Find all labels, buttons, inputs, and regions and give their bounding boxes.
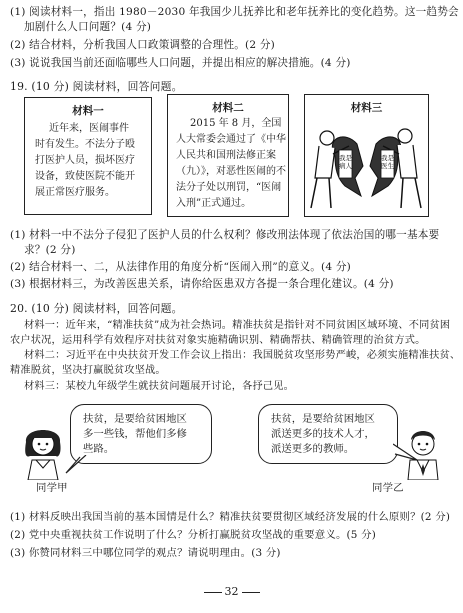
speech-bubble-student-b: [258, 404, 398, 464]
q19-material1-line: 打医护人员，损坏医疗: [35, 155, 135, 166]
bubble-a-line: 多一些钱，帮他们多修: [83, 428, 187, 440]
q19-heading: 19. (10 分) 阅读材料，回答问题。: [10, 80, 183, 93]
q20-heading: 20. (10 分) 阅读材料，回答问题。: [10, 302, 183, 315]
q19-material1-title: 材料一: [72, 105, 104, 117]
q18-part1-line1: (1) 阅读材料一，指出 1980－2030 年我国少儿抚养比和老年抚养比的变化趋势。这一趋势会: [10, 6, 459, 18]
q19-material1-box: [24, 97, 152, 215]
q20-material3-line: 材料三：某校九年级学生就扶贫问题展开讨论，各抒己见。: [24, 381, 295, 392]
bubble-a-line: 扶贫，是要给贫困地区: [83, 413, 187, 425]
q20-part1: (1) 材料反映出我国当前的基本国情是什么？精准扶贫要贯彻区域经济发展的什么原则？(2 分): [10, 511, 451, 523]
q19-material1-line: 展正常医疗服务。: [35, 187, 115, 198]
q20-material2-line1: 材料二：习近平在中央扶贫开发工作会议上指出：我国脱贫攻坚形势严峻，必须实施精准扶贫、: [24, 350, 461, 361]
bubble-b-line: 扶贫，是要给贫困地区: [271, 413, 375, 425]
q20-material1-line1: 材料一：近年来，“精准扶贫”成为社会热词。精准扶贫是指针对不同贫困区域环境、不同贫困: [24, 320, 451, 331]
q19-material3-title: 材料三: [350, 102, 383, 114]
student-b-boy-illustration: [398, 420, 448, 480]
bubble-a-tail: [64, 455, 94, 475]
q20-part2: (2) 党中央重视扶贫工作说明了什么？分析打赢脱贫攻坚战的重要意义。(5 分): [10, 529, 376, 541]
page-number: [0, 585, 463, 598]
student-a-label: 同学甲: [36, 482, 68, 494]
bubble-b-line: 派送更多的教师。: [271, 443, 355, 455]
q19-material1-line: 时有发生。不法分子殴: [35, 139, 135, 150]
q19-material2-line: 人民共和国刑法修正案: [176, 150, 276, 161]
q19-material2-line: 法分子处以刑罚，“医闹: [176, 182, 282, 193]
q18-part3: (3) 说说我国当前还面临哪些人口问题，并提出相应的解决措施。(4 分): [10, 57, 351, 69]
bubble-b-line: 派送更多的技术人才，: [271, 428, 375, 440]
q19-material1-line: 设备，致使医院不能开: [35, 171, 135, 182]
q19-part3: (3) 根据材料三，为改善医患关系，请你给医患双方各提一条合理化建议。(4 分): [10, 278, 394, 290]
q18-part2: (2) 结合材料，分析我国人口政策调整的合理性。(2 分): [10, 39, 276, 51]
student-b-label: 同学乙: [372, 482, 404, 494]
q18-part1-line2: 加剧什么人口问题？(4 分): [24, 21, 152, 33]
q20-part3: (3) 你赞同材料三中哪位同学的观点？请说明理由。(3 分): [10, 547, 281, 559]
q19-material3-box: [304, 94, 429, 217]
page-number-value: 32: [224, 585, 239, 598]
bubble-a-line: 些路。: [83, 443, 115, 455]
patient-label: 我是病人: [339, 154, 352, 170]
q19-part2: (2) 结合材料一、二，从法律作用的角度分析“医闹入刑”的意义。(4 分): [10, 261, 352, 273]
doctor-patient-cartoon-illustration: [305, 116, 428, 216]
q19-part1-line2: 求？(2 分): [24, 244, 76, 256]
student-a-girl-illustration: [18, 420, 68, 480]
q20-material2-line2: 精准脱贫，坚决打赢脱贫攻坚战。: [10, 365, 166, 376]
q19-material2-box: [167, 94, 289, 217]
q19-part1-line1: (1) 材料一中不法分子侵犯了医护人员的什么权利？修改刑法体现了依法治国的哪一基本要: [10, 229, 440, 241]
q19-material2-line: （九）》，对恶性医闹的不: [176, 166, 286, 177]
doctor-label: 我是医生: [381, 154, 394, 170]
q19-material2-line: 入刑”正式通过。: [176, 198, 252, 209]
q19-material1-line: 近年来，医闹事件: [49, 123, 129, 134]
q19-material2-line: 2015 年 8 月，全国: [190, 118, 282, 129]
q19-material2-line: 人大常委会通过了《中华: [176, 134, 286, 145]
q20-material1-line2: 农户状况，运用科学有效程序对扶贫对象实施精确识别、精确帮扶、精确管理的治贫方式。: [10, 335, 426, 346]
q19-material2-title: 材料二: [212, 102, 244, 114]
